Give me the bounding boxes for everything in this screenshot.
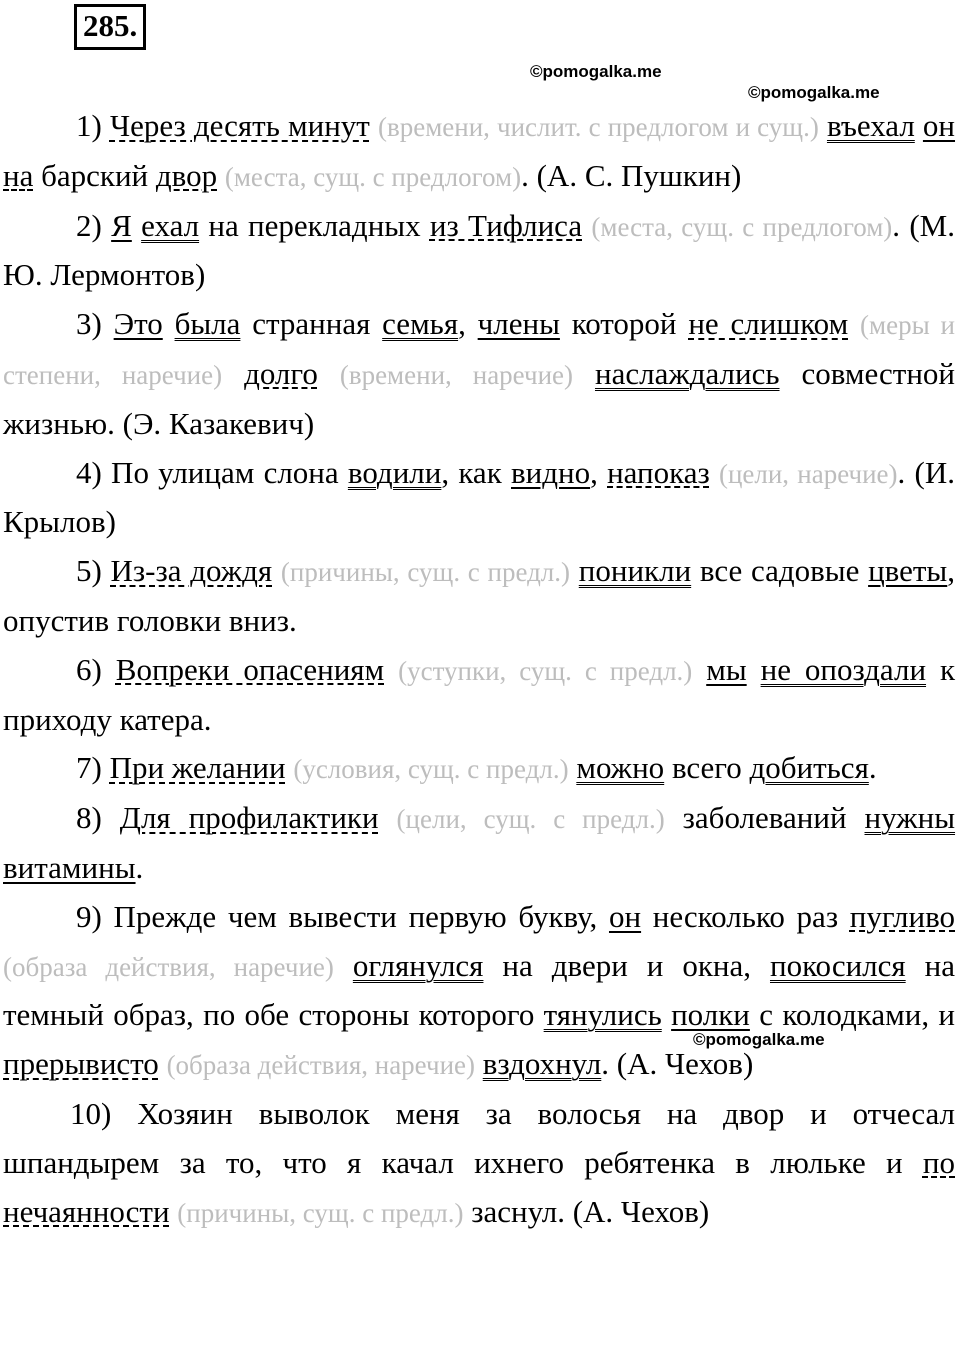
text-fragment: 9) Прежде чем вывести первую букву, (76, 898, 609, 934)
text-fragment: все садовые (691, 553, 869, 589)
text-fragment: 1) (76, 108, 110, 143)
task-number: 285. (74, 4, 146, 50)
text-fragment: 7) (76, 750, 110, 786)
text-fragment: , (590, 454, 608, 490)
text-fragment: с колодками, и (749, 997, 955, 1033)
text-fragment: 5) (76, 553, 111, 589)
text-fragment: всего (664, 750, 750, 786)
sentence-item (3, 547, 955, 646)
predicate-word: въехал (826, 108, 915, 143)
grammar-note: (условия, сущ. с предл.) (293, 754, 569, 785)
text-fragment: . (М. Ю. Лермонтов) (3, 207, 955, 293)
text-fragment (582, 208, 591, 243)
text-fragment (710, 455, 719, 490)
text-fragment: заснул. (А. Чехов) (463, 1193, 710, 1229)
adverbial-word: При желании (109, 750, 286, 786)
text-fragment: . (И. Крылов) (3, 454, 955, 540)
text-fragment (132, 208, 141, 243)
text-fragment: странная (240, 306, 383, 342)
watermark: ©pomogalka.me (693, 1030, 825, 1049)
grammar-note: (времени, числит. с предлогом и сущ.) (377, 112, 819, 142)
subject-word: витамины (3, 849, 136, 885)
subject-word: полки (671, 997, 750, 1033)
text-fragment (570, 553, 579, 588)
text-fragment (163, 306, 175, 341)
text-fragment (217, 158, 225, 193)
text-fragment (662, 997, 671, 1032)
text-fragment: . (А. Чехов) (601, 1046, 754, 1082)
adverbial-word: на (3, 157, 34, 193)
text-fragment: к приходу катера. (3, 651, 956, 737)
predicate-word: семья (382, 306, 459, 342)
text-fragment: 4) По улицам слона (76, 454, 348, 490)
predicate-word: нужны (864, 800, 956, 836)
subject-word: члены (477, 306, 560, 342)
text-fragment: . (135, 849, 144, 885)
subject-word: Это (113, 306, 163, 342)
grammar-note: (причины, сущ. с предл.) (280, 557, 571, 588)
exercise-text (3, 102, 955, 1237)
grammar-note: (уступки, сущ. с предл.) (398, 655, 693, 686)
subject-word: он (922, 108, 956, 143)
adverbial-word: Для профилактики (119, 800, 379, 836)
grammar-note: (меры и степени, наречие) (3, 310, 955, 390)
text-fragment (819, 108, 827, 143)
sentence-item (3, 102, 955, 202)
sentence-item (3, 893, 955, 1090)
predicate-word: добиться (749, 750, 869, 786)
text-fragment (747, 652, 761, 687)
text-fragment: . (А. С. Пушкин) (521, 157, 742, 193)
adverbial-word: пугливо (849, 898, 955, 934)
adverbial-word: из Тифлиса (429, 207, 583, 243)
sentence-item (3, 202, 955, 301)
text-fragment: 10) Хозяин выволок меня за волосья на двор и отчесал шпандырем за то, что я качал ихнего ребятенка в люльке и (3, 1095, 955, 1180)
adverbial-word: Через десять минут (109, 108, 370, 143)
watermark: ©pomogalka.me (530, 62, 662, 81)
text-fragment (159, 1046, 167, 1081)
text-fragment (384, 652, 398, 687)
adverbial-word: напоказ (607, 454, 710, 490)
predicate-word: была (174, 306, 241, 342)
adverbial-word: двор (155, 157, 218, 193)
text-fragment (848, 306, 860, 341)
predicate-word: покосился (769, 947, 906, 983)
subject-word: Я (111, 207, 132, 243)
predicate-word: не опоздали (760, 651, 927, 687)
predicate-word: можно (576, 750, 665, 786)
grammar-note: (цели, сущ. с предл.) (396, 804, 665, 835)
sentence-item (3, 1090, 955, 1237)
text-fragment: которой (559, 306, 689, 342)
text-fragment: барский (33, 157, 156, 193)
subject-word: видно (511, 454, 591, 490)
text-fragment (692, 652, 706, 687)
text-fragment: 2) (76, 207, 112, 243)
predicate-word: вздохнул (482, 1046, 602, 1082)
grammar-note: (места, сущ. с предлогом) (224, 161, 522, 192)
text-fragment: несколько раз (641, 898, 850, 934)
text-fragment: , опустив головки вниз. (3, 553, 956, 638)
text-fragment: 6) (76, 651, 116, 687)
predicate-word: поникли (578, 553, 692, 589)
adverbial-word: Из-за дождя (110, 553, 273, 589)
text-fragment (272, 553, 281, 588)
text-fragment (318, 356, 340, 391)
adverbial-word: по нечаянности (3, 1144, 955, 1229)
text-fragment: 8) (76, 800, 120, 836)
text-fragment (222, 356, 244, 391)
subject-word: он (608, 898, 642, 934)
predicate-word: оглянулся (352, 947, 484, 983)
predicate-word: водили (347, 454, 442, 490)
sentence-item (3, 449, 955, 548)
grammar-note: (причины, сущ. с предл.) (177, 1197, 464, 1228)
text-fragment (379, 800, 397, 835)
adverbial-word: прерывисто (3, 1046, 159, 1082)
watermark: ©pomogalka.me (748, 83, 880, 102)
grammar-note: (образа действия, наречие) (166, 1050, 475, 1081)
subject-word: цветы (868, 553, 948, 589)
sentence-item (3, 300, 955, 448)
text-fragment: , (458, 306, 478, 342)
text-fragment: на перекладных (199, 207, 430, 243)
subject-word: мы (706, 651, 747, 687)
text-fragment: . (868, 750, 877, 786)
text-fragment (573, 356, 595, 391)
text-fragment: , как (441, 454, 511, 490)
adverbial-word: Вопреки опасениям (115, 651, 385, 687)
adverbial-word: долго (244, 355, 318, 391)
text-fragment (370, 108, 378, 143)
adverbial-word: не слишком (688, 306, 849, 342)
text-fragment: заболеваний (664, 800, 865, 836)
sentence-item (3, 794, 955, 893)
predicate-word: наслаждались (594, 355, 780, 391)
grammar-note: (цели, наречие) (718, 458, 898, 489)
sentence-item (3, 744, 955, 794)
text-fragment (915, 108, 923, 143)
sentence-item (3, 646, 955, 745)
text-fragment: на темный образ, по обе стороны которого (3, 947, 955, 1033)
grammar-note: (образа действия, наречие) (3, 951, 334, 982)
grammar-note: (времени, наречие) (339, 359, 573, 390)
text-fragment: совместной жизнью. (Э. Казакевич) (3, 355, 955, 441)
text-fragment (475, 1046, 483, 1081)
predicate-word: тянулись (543, 997, 662, 1033)
predicate-word: ехал (141, 207, 200, 243)
text-fragment (334, 948, 353, 983)
text-fragment: на двери и окна, (483, 947, 770, 983)
grammar-note: (места, сущ. с предлогом) (591, 211, 893, 242)
text-fragment: 3) (76, 306, 114, 342)
